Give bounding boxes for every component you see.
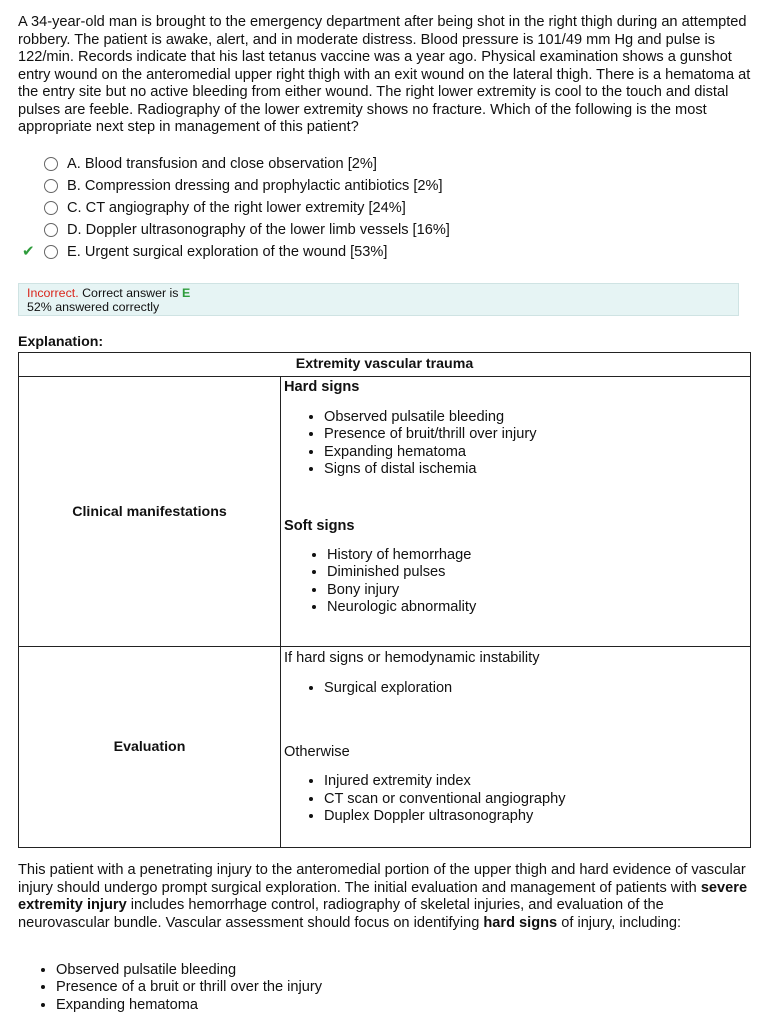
vascular-trauma-table (18, 352, 751, 848)
choice-e[interactable] (22, 241, 722, 263)
choice-b[interactable] (22, 175, 722, 197)
correct-answer-prefix: Correct answer is (78, 286, 182, 300)
correct-answer-letter: E (181, 286, 191, 300)
choice-a[interactable] (22, 153, 722, 175)
radio-button[interactable] (44, 201, 58, 215)
list-item: • CT scan or conventional angiography (324, 791, 747, 808)
list-item: • Injured extremity index (324, 773, 747, 790)
hard-signs-list (284, 409, 747, 478)
answer-choices (22, 153, 722, 263)
list-item: • Diminished pulses (327, 564, 747, 581)
choice-label: E. Urgent surgical exploration of the wound [53%] (67, 244, 388, 260)
otherwise-list (284, 773, 747, 825)
choice-label: A. Blood transfusion and close observation [2%] (67, 156, 377, 172)
explanation-summary (18, 862, 748, 932)
hard-signs-condition: If hard signs or hemodynamic instability (284, 650, 540, 666)
hard-signs-heading: Hard signs (284, 379, 360, 395)
summary-bold-text: severe extremity injury (18, 879, 748, 913)
choice-label: B. Compression dressing and prophylactic antibiotics [2%] (67, 178, 443, 194)
list-item: • Observed pulsatile bleeding (324, 409, 747, 426)
incorrect-status: Incorrect. (27, 286, 79, 300)
clinical-manifestations-label: Clinical manifestations (19, 377, 281, 647)
choice-label: C. CT angiography of the right lower extremity [24%] (67, 200, 406, 216)
checkmark-icon: ✔ (22, 243, 35, 260)
summary-text: This patient with a penetrating injury to the anteromedial portion of the upper thigh and hard evidence of vascular injury should undergo prompt surgical exploration. The initial evaluation and management of patients with (18, 862, 746, 896)
percent-correct: 52% answered correctly (27, 300, 160, 314)
list-item: • Signs of distal ischemia (324, 461, 747, 478)
radio-button[interactable] (44, 157, 58, 171)
list-item: • Presence of a bruit or thrill over the injury (56, 979, 322, 996)
if-hard-signs-list (284, 680, 747, 697)
otherwise-condition: Otherwise (284, 744, 350, 761)
list-item: • History of hemorrhage (327, 547, 747, 564)
summary-text: includes hemorrhage control, radiography of skeletal injuries, and evaluation of the neurovascular bundle. Vascular assessment should focus on identifying (18, 897, 664, 931)
summary-text: of injury, including: (557, 914, 682, 931)
hard-signs-summary-list (18, 962, 322, 1014)
explanation-heading: Explanation: (18, 334, 104, 350)
evaluation-label: Evaluation (19, 647, 281, 848)
list-item: • Surgical exploration (324, 680, 747, 697)
choice-c[interactable] (22, 197, 722, 219)
result-banner (18, 283, 739, 316)
clinical-manifestations-content (281, 377, 751, 647)
radio-button[interactable] (44, 223, 58, 237)
list-item: • Duplex Doppler ultrasonography (324, 808, 747, 825)
result-line (27, 286, 730, 300)
list-item: • Presence of bruit/thrill over injury (324, 426, 747, 443)
radio-button[interactable] (44, 245, 58, 259)
choice-label: D. Doppler ultrasonography of the lower limb vessels [16%] (67, 222, 450, 238)
evaluation-content (281, 647, 751, 848)
soft-signs-list (284, 547, 747, 616)
list-item: • Bony injury (327, 582, 747, 599)
table-title: Extremity vascular trauma (19, 353, 751, 377)
list-item: • Expanding hematoma (324, 444, 747, 461)
list-item: • Observed pulsatile bleeding (56, 962, 322, 979)
radio-button[interactable] (44, 179, 58, 193)
choice-d[interactable] (22, 219, 722, 241)
question-stem: A 34-year-old man is brought to the emergency department after being shot in the right thigh during an attempted robbery. The patient is awake, alert, and in moderate distress. Blood pressure is 101/49 mm Hg and pulse is 122/min. Records indicate that his last tetanus vaccine was a year ago. Physical examination shows a gunshot entry wound on the anteromedial upper right thigh with an exit wound on the lateral thigh. There is a hematoma at the entry site but no active bleeding from either wound. The right lower extremity is cool to the touch and distal pulses are feeble. Radiography of the lower extremity shows no fracture. Which of the following is the most appropriate next step in management of this patient? (18, 14, 751, 135)
list-item: • Expanding hematoma (56, 997, 322, 1014)
summary-bold-text: hard signs (483, 914, 558, 931)
soft-signs-heading: Soft signs (284, 518, 355, 535)
list-item: • Neurologic abnormality (327, 599, 747, 616)
